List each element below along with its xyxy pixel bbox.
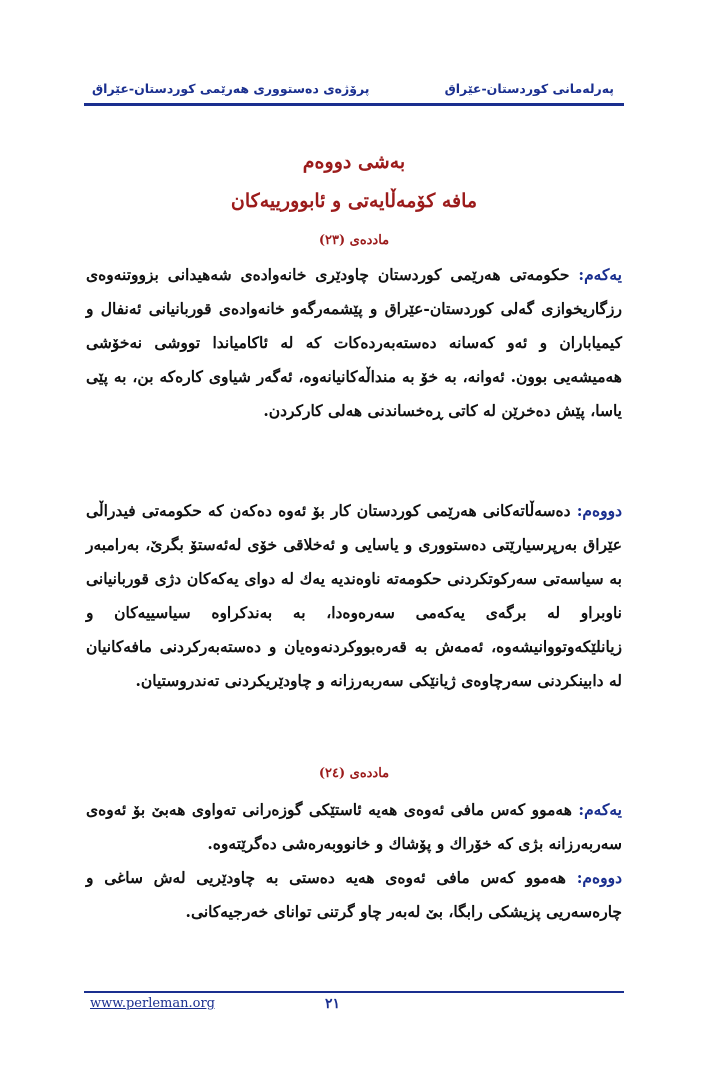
paragraph-lead: دووەم: bbox=[576, 501, 622, 520]
paragraph-text: دەسەڵاتەکانی هەرێمی کوردستان کار بۆ ئەوە دەکەن کە حکومەتی فیدراڵی عێراق بەرپرسیارێتی دەستووری و یاسایی و ئەخلاقی خۆی لەئەستۆ بگرێ، بەرامبەر بە سیاسەتی سەرکوتکردنی حکومەتە ناوەندیە یەك لە دوای یەکەکان دژی قوربانیانی ناوبراو لە برگەی یەکەمی سەرەوەدا، بە بەندکراوە سیاسییەکان و زیانلێکەوتووانیشەوە، ئەمەش بە قەرەبووکردنەوەیان و دەستەبەرکردنی مافەکانیان لە دابینکردنی سەرچاوەی ژیانێکی سەربەرزانە و چاودێریکردنی تەندروستیان. bbox=[86, 501, 622, 690]
header-rule bbox=[84, 103, 624, 106]
article-24-paragraph-1 bbox=[86, 793, 622, 861]
section-title: مافە کۆمەڵایەتی و ئابوورییەکان bbox=[230, 190, 478, 212]
page-header bbox=[84, 79, 624, 105]
header-document-title: پرۆژەی دەستووری هەرێمی کوردستان-عێراق bbox=[92, 81, 370, 96]
article-23-label: ماددەی (٢٣) bbox=[318, 233, 390, 248]
paragraph-lead: یەکەم: bbox=[578, 265, 622, 284]
page-number: ٢١ bbox=[325, 996, 341, 1012]
paragraph-text: هەموو کەس مافی ئەوەی هەیە دەستی بە چاودێریی لەش ساغی و چارەسەریی پزیشکی رابگا، بێ لەبەر چاو گرتنی توانای خەرجیەکانی. bbox=[86, 868, 622, 921]
paragraph-text: هەموو کەس مافی ئەوەی هەیە ئاستێکی گوزەرانی تەواوی هەبێ بۆ ئەوەی سەربەرزانە بژی کە خۆراك و پۆشاك و خانووبەرەشی دەگرێتەوە. bbox=[86, 800, 622, 853]
article-24-label: ماددەی (٢٤) bbox=[318, 766, 390, 781]
website-link[interactable]: www.perleman.org bbox=[90, 996, 215, 1011]
article-24-paragraph-2 bbox=[86, 861, 622, 929]
article-23-paragraph-1 bbox=[86, 258, 622, 428]
footer-rule bbox=[84, 991, 624, 993]
paragraph-text: حکومەتی هەرێمی کوردستان چاودێری خانەوادەی شەهیدانی بزووتنەوەی رزگاریخوازی گەلی کوردستان-عێراق و پێشمەرگەو خانەوادەی قوربانیانی ئەنفال و کیمیاباران و ئەو کەسانە دەستەبەردەکات کە لە ئاکامیاندا تووشی نەخۆشی هەمیشەیی بوون. ئەوانە، بە خۆ بە منداڵەکانیانەوە، ئەگەر شیاوی کارەکە بن، بە پێی یاسا، پێش دەخرێن لە کاتی ڕەخساندنی هەلی کارکردن. bbox=[86, 265, 622, 420]
paragraph-lead: دووەم: bbox=[576, 868, 622, 887]
article-23-paragraph-2 bbox=[86, 494, 622, 698]
part-heading: بەشی دووەم bbox=[302, 151, 406, 173]
header-parliament-title: پەرلەمانی کوردستان-عێراق bbox=[444, 81, 614, 96]
paragraph-lead: یەکەم: bbox=[578, 800, 622, 819]
